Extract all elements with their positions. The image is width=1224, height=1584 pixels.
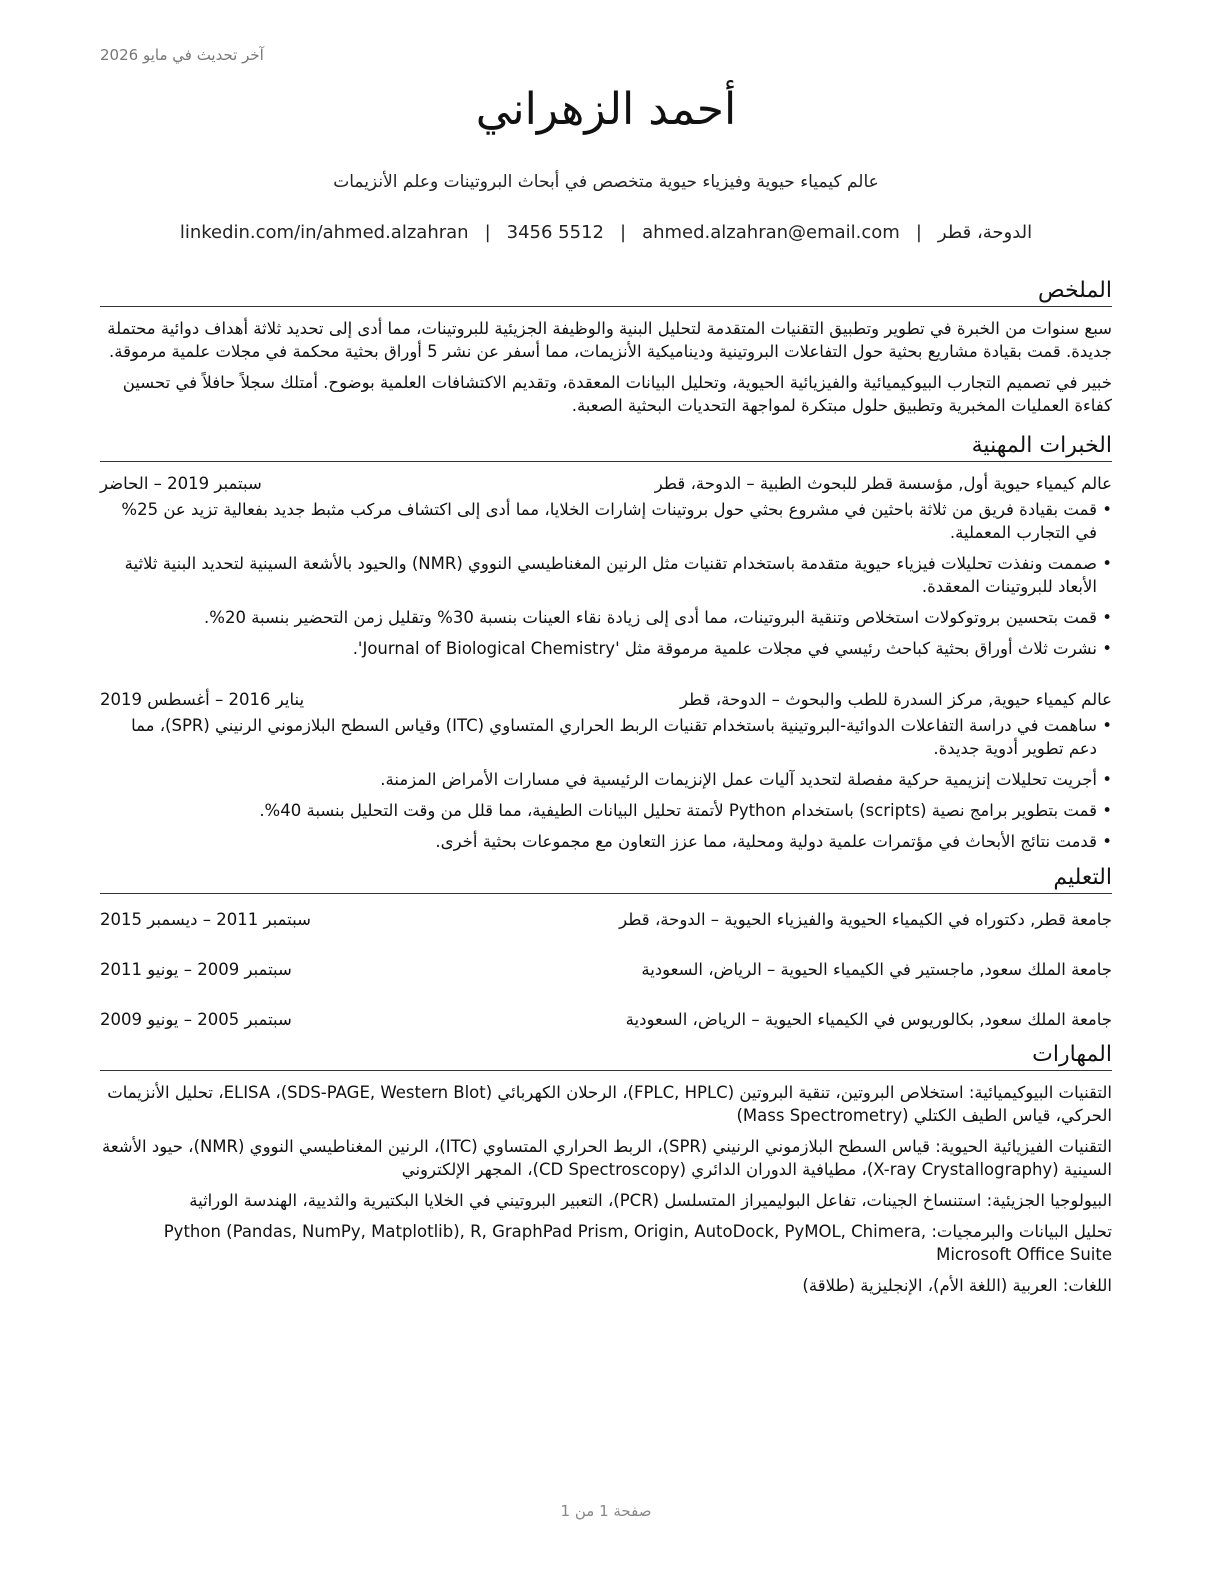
bullet-text: نشرت ثلاث أوراق بحثية كباحث رئيسي في مجلات علمية مرموقة مثل 'Journal of Biological Chemistry'. [352,639,1097,658]
resume-content [100,276,1112,1305]
list-item [100,498,1112,544]
job-bullets [100,498,1112,660]
experience-heading: الخبرات المهنية [100,431,1112,462]
bullet-icon: • [1102,770,1112,789]
job-dates: يناير 2016 – أغسطس 2019 [100,690,305,709]
education-dates: سبتمبر 2005 – يونيو 2009 [100,1010,292,1029]
skill-item: البيولوجيا الجزيئية: استنساخ الجينات، تفاعل البوليميراز المتسلسل (PCR)، التعبير البروتيني في الخلايا البكتيرية والثديية، الهندسة الوراثية [189,1191,1112,1210]
education-heading: التعليم [100,863,1112,894]
job-bullets [100,714,1112,853]
bullet-text: قدمت نتائج الأبحاث في مؤتمرات علمية دولية ومحلية، مما عزز التعاون مع مجموعات بحثية أخرى. [435,832,1097,851]
candidate-name: أحمد الزهراني [475,84,737,135]
job-role-org: عالم كيمياء حيوية أول, مؤسسة قطر للبحوث الطبية – الدوحة، قطر [654,474,1112,493]
education-degree: جامعة الملك سعود, بكالوريوس في الكيمياء الحيوية – الرياض، السعودية [625,1010,1112,1029]
resume-page [100,0,1112,1584]
education-degree: جامعة الملك سعود, ماجستير في الكيمياء الحيوية – الرياض، السعودية [641,960,1112,979]
bullet-text: قمت بقيادة فريق من ثلاثة باحثين في مشروع بحثي حول بروتينات إشارات الخلايا، مما أدى إلى اكتشاف مركب مثبط جديد بفعالية تزيد عن 25% في التجارب المعملية. [121,500,1097,542]
bullet-text: صممت ونفذت تحليلات فيزياء حيوية متقدمة باستخدام تقنيات مثل الرنين المغناطيسي النووي (NMR) والحيود بالأشعة السينية لتحديد البنية ثلاثية الأبعاد للبروتينات المعقدة. [124,554,1097,596]
job-role-org: عالم كيمياء حيوية, مركز السدرة للطب والبحوث – الدوحة، قطر [680,690,1112,709]
list-item [100,637,1112,660]
education-dates: سبتمبر 2011 – ديسمبر 2015 [100,910,311,929]
list-item [100,830,1112,853]
job-entry [100,472,1112,660]
bullet-icon: • [1102,639,1112,658]
skill-item: تحليل البيانات والبرمجيات: Python (Pandas, NumPy, Matplotlib), R, GraphPad Prism, Origin, AutoDock, PyMOL, Chimera, Microsoft Office Suite [163,1222,1112,1264]
contact-separator: | [620,222,627,243]
contact-location: الدوحة، قطر [937,222,1033,243]
professional-title: عالم كيمياء حيوية وفيزياء حيوية متخصص في أبحاث البروتينات وعلم الأنزيمات [333,172,879,192]
contact-email[interactable]: ahmed.alzahran@email.com [642,222,900,243]
bullet-text: أجريت تحليلات إنزيمية حركية مفصلة لتحديد آليات عمل الإنزيمات الرئيسية في مسارات الأمراض المزمنة. [380,770,1097,789]
bullet-icon: • [1102,608,1112,627]
education-entry [100,1008,1112,1032]
list-item [100,552,1112,598]
skill-item: التقنيات الفيزيائية الحيوية: قياس السطح البلازموني الرنيني (SPR)، الربط الحراري المتساوي (ITC)، الرنين المغناطيسي النووي (NMR)، حيود الأشعة السينية (X-ray Crystallography)، مطيافية الدوران الدائري (CD Spectroscopy)، المجهر الإلكتروني [102,1137,1112,1179]
list-item [100,768,1112,791]
education-entry [100,908,1112,932]
contact-phone[interactable]: 3456 5512 [506,222,604,243]
skills-heading: المهارات [100,1040,1112,1071]
page-number: صفحة 1 من 1 [560,1502,652,1520]
education-entry [100,958,1112,982]
contact-separator: | [915,222,922,243]
bullet-icon: • [1102,554,1112,573]
list-item [100,799,1112,822]
skill-item: التقنيات البيوكيميائية: استخلاص البروتين، تنقية البروتين (FPLC, HPLC)، الرحلان الكهربائي (SDS-PAGE, Western Blot)، ELISA، تحليل الأنزيمات الحركي، قياس الطيف الكتلي (Mass Spectrometry) [107,1083,1112,1125]
list-item [100,606,1112,629]
bullet-icon: • [1102,716,1112,735]
summary-paragraph: سبع سنوات من الخبرة في تطوير وتطبيق التقنيات المتقدمة لتحليل البنية والوظيفة الجزيئية للبروتينات، مما أدى إلى تحديد ثلاثة أهداف دوائية محتملة جديدة. قمت بقيادة مشاريع بحثية حول التفاعلات البروتينية وديناميكية الأنزيمات، مما أسفر عن نشر 5 أوراق بحثية محكمة في مجلات علمية مرموقة. [107,319,1112,361]
bullet-text: قمت بتطوير برامج نصية (scripts) باستخدام Python لأتمتة تحليل البيانات الطيفية، مما قلل من وقت التحليل بنسبة 40%. [259,801,1097,820]
last-updated: آخر تحديث في مايو 2026 [100,46,264,64]
job-entry [100,688,1112,853]
education-degree: جامعة قطر, دكتوراه في الكيمياء الحيوية والفيزياء الحيوية – الدوحة، قطر [619,910,1112,929]
education-dates: سبتمبر 2009 – يونيو 2011 [100,960,292,979]
job-dates: سبتمبر 2019 – الحاضر [100,474,262,493]
summary-paragraph: خبير في تصميم التجارب البيوكيميائية والفيزيائية الحيوية، وتحليل البيانات المعقدة، وتقديم الاكتشافات العلمية بوضوح. أمتلك سجلاً حافلاً في تحسين كفاءة العمليات المخبرية وتطبيق حلول مبتكرة لمواجهة التحديات البحثية الصعبة. [122,373,1112,415]
summary-heading: الملخص [100,276,1112,307]
bullet-text: ساهمت في دراسة التفاعلات الدوائية-البروتينية باستخدام تقنيات الربط الحراري المتساوي (ITC) وقياس السطح البلازموني الرنيني (SPR)، مما دعم تطوير أدوية جديدة. [131,716,1097,758]
contact-separator: | [484,222,491,243]
job-header [100,688,1112,712]
list-item [100,714,1112,760]
contact-linkedin[interactable]: linkedin.com/in/ahmed.alzahran [179,222,469,243]
job-header [100,472,1112,496]
bullet-text: قمت بتحسين بروتوكولات استخلاص وتنقية البروتينات، مما أدى إلى زيادة نقاء العينات بنسبة 30% وتقليل زمن التحضير بنسبة 20%. [204,608,1097,627]
bullet-icon: • [1102,801,1112,820]
bullet-icon: • [1102,832,1112,851]
contact-line [100,222,1112,243]
bullet-icon: • [1102,500,1112,519]
skill-item: اللغات: العربية (اللغة الأم)، الإنجليزية (طلاقة) [802,1276,1112,1295]
